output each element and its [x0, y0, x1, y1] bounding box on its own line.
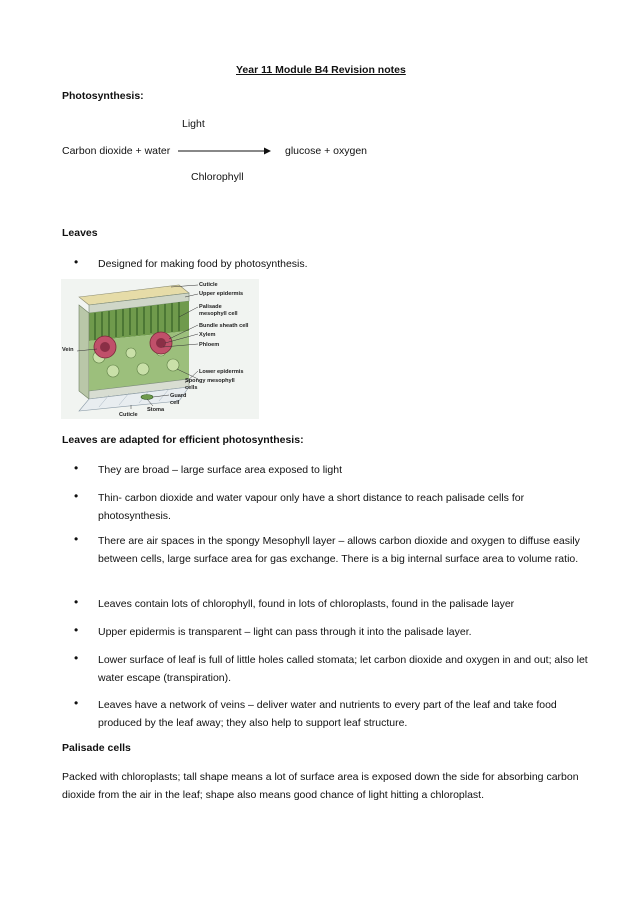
diagram-label-spongy-cells: cells	[185, 385, 198, 391]
bullet-icon: •	[74, 255, 79, 269]
leaf-cross-section-diagram	[61, 279, 259, 419]
bullet-icon: •	[74, 696, 79, 710]
diagram-label-guard-cell: cell	[170, 400, 180, 406]
diagram-label-spongy: Spongy mesophyll	[185, 378, 235, 384]
bullet-icon: •	[74, 461, 79, 475]
bullet-icon: •	[74, 623, 79, 637]
reaction-arrow	[178, 146, 272, 156]
light-label: Light	[182, 118, 205, 130]
palisade-heading: Palisade cells	[62, 742, 131, 754]
diagram-label-upper-epidermis: Upper epidermis	[199, 291, 244, 297]
diagram-label-guard: Guard	[170, 393, 187, 399]
bullet-icon: •	[74, 532, 79, 546]
diagram-label-palisade: Palisade	[199, 304, 222, 310]
bullet-icon: •	[74, 595, 79, 609]
bullet-icon: •	[74, 489, 79, 503]
leaves-heading: Leaves	[62, 227, 98, 239]
bullet-icon: •	[74, 651, 79, 665]
reactants-text: Carbon dioxide + water	[62, 145, 171, 157]
chlorophyll-label: Chlorophyll	[191, 171, 244, 183]
diagram-label-vein: Vein	[62, 347, 74, 353]
palisade-paragraph: Packed with chloroplasts; tall shape means a lot of surface area is exposed down the side for absorbing carbon dioxide from the air in the leaf; shape also means good chance of light hitting a chloroplast.	[62, 771, 579, 801]
diagram-label-cuticle-bottom: Cuticle	[119, 412, 138, 418]
products-text: glucose + oxygen	[285, 145, 368, 157]
adaptations-heading: Leaves are adapted for efficient photosynthesis:	[62, 434, 304, 446]
diagram-label-phloem: Phloem	[199, 342, 220, 348]
page-title: Year 11 Module B4 Revision notes	[236, 64, 406, 76]
diagram-label-cuticle-top: Cuticle	[199, 282, 218, 288]
diagram-label-lower-epidermis: Lower epidermis	[199, 369, 244, 375]
diagram-label-palisade-cell: mesophyll cell	[199, 311, 238, 317]
diagram-label-stoma: Stoma	[147, 407, 165, 413]
diagram-label-xylem: Xylem	[199, 332, 216, 338]
photosynthesis-heading: Photosynthesis:	[62, 90, 144, 102]
diagram-label-bundle-sheath: Bundle sheath cell	[199, 323, 249, 329]
